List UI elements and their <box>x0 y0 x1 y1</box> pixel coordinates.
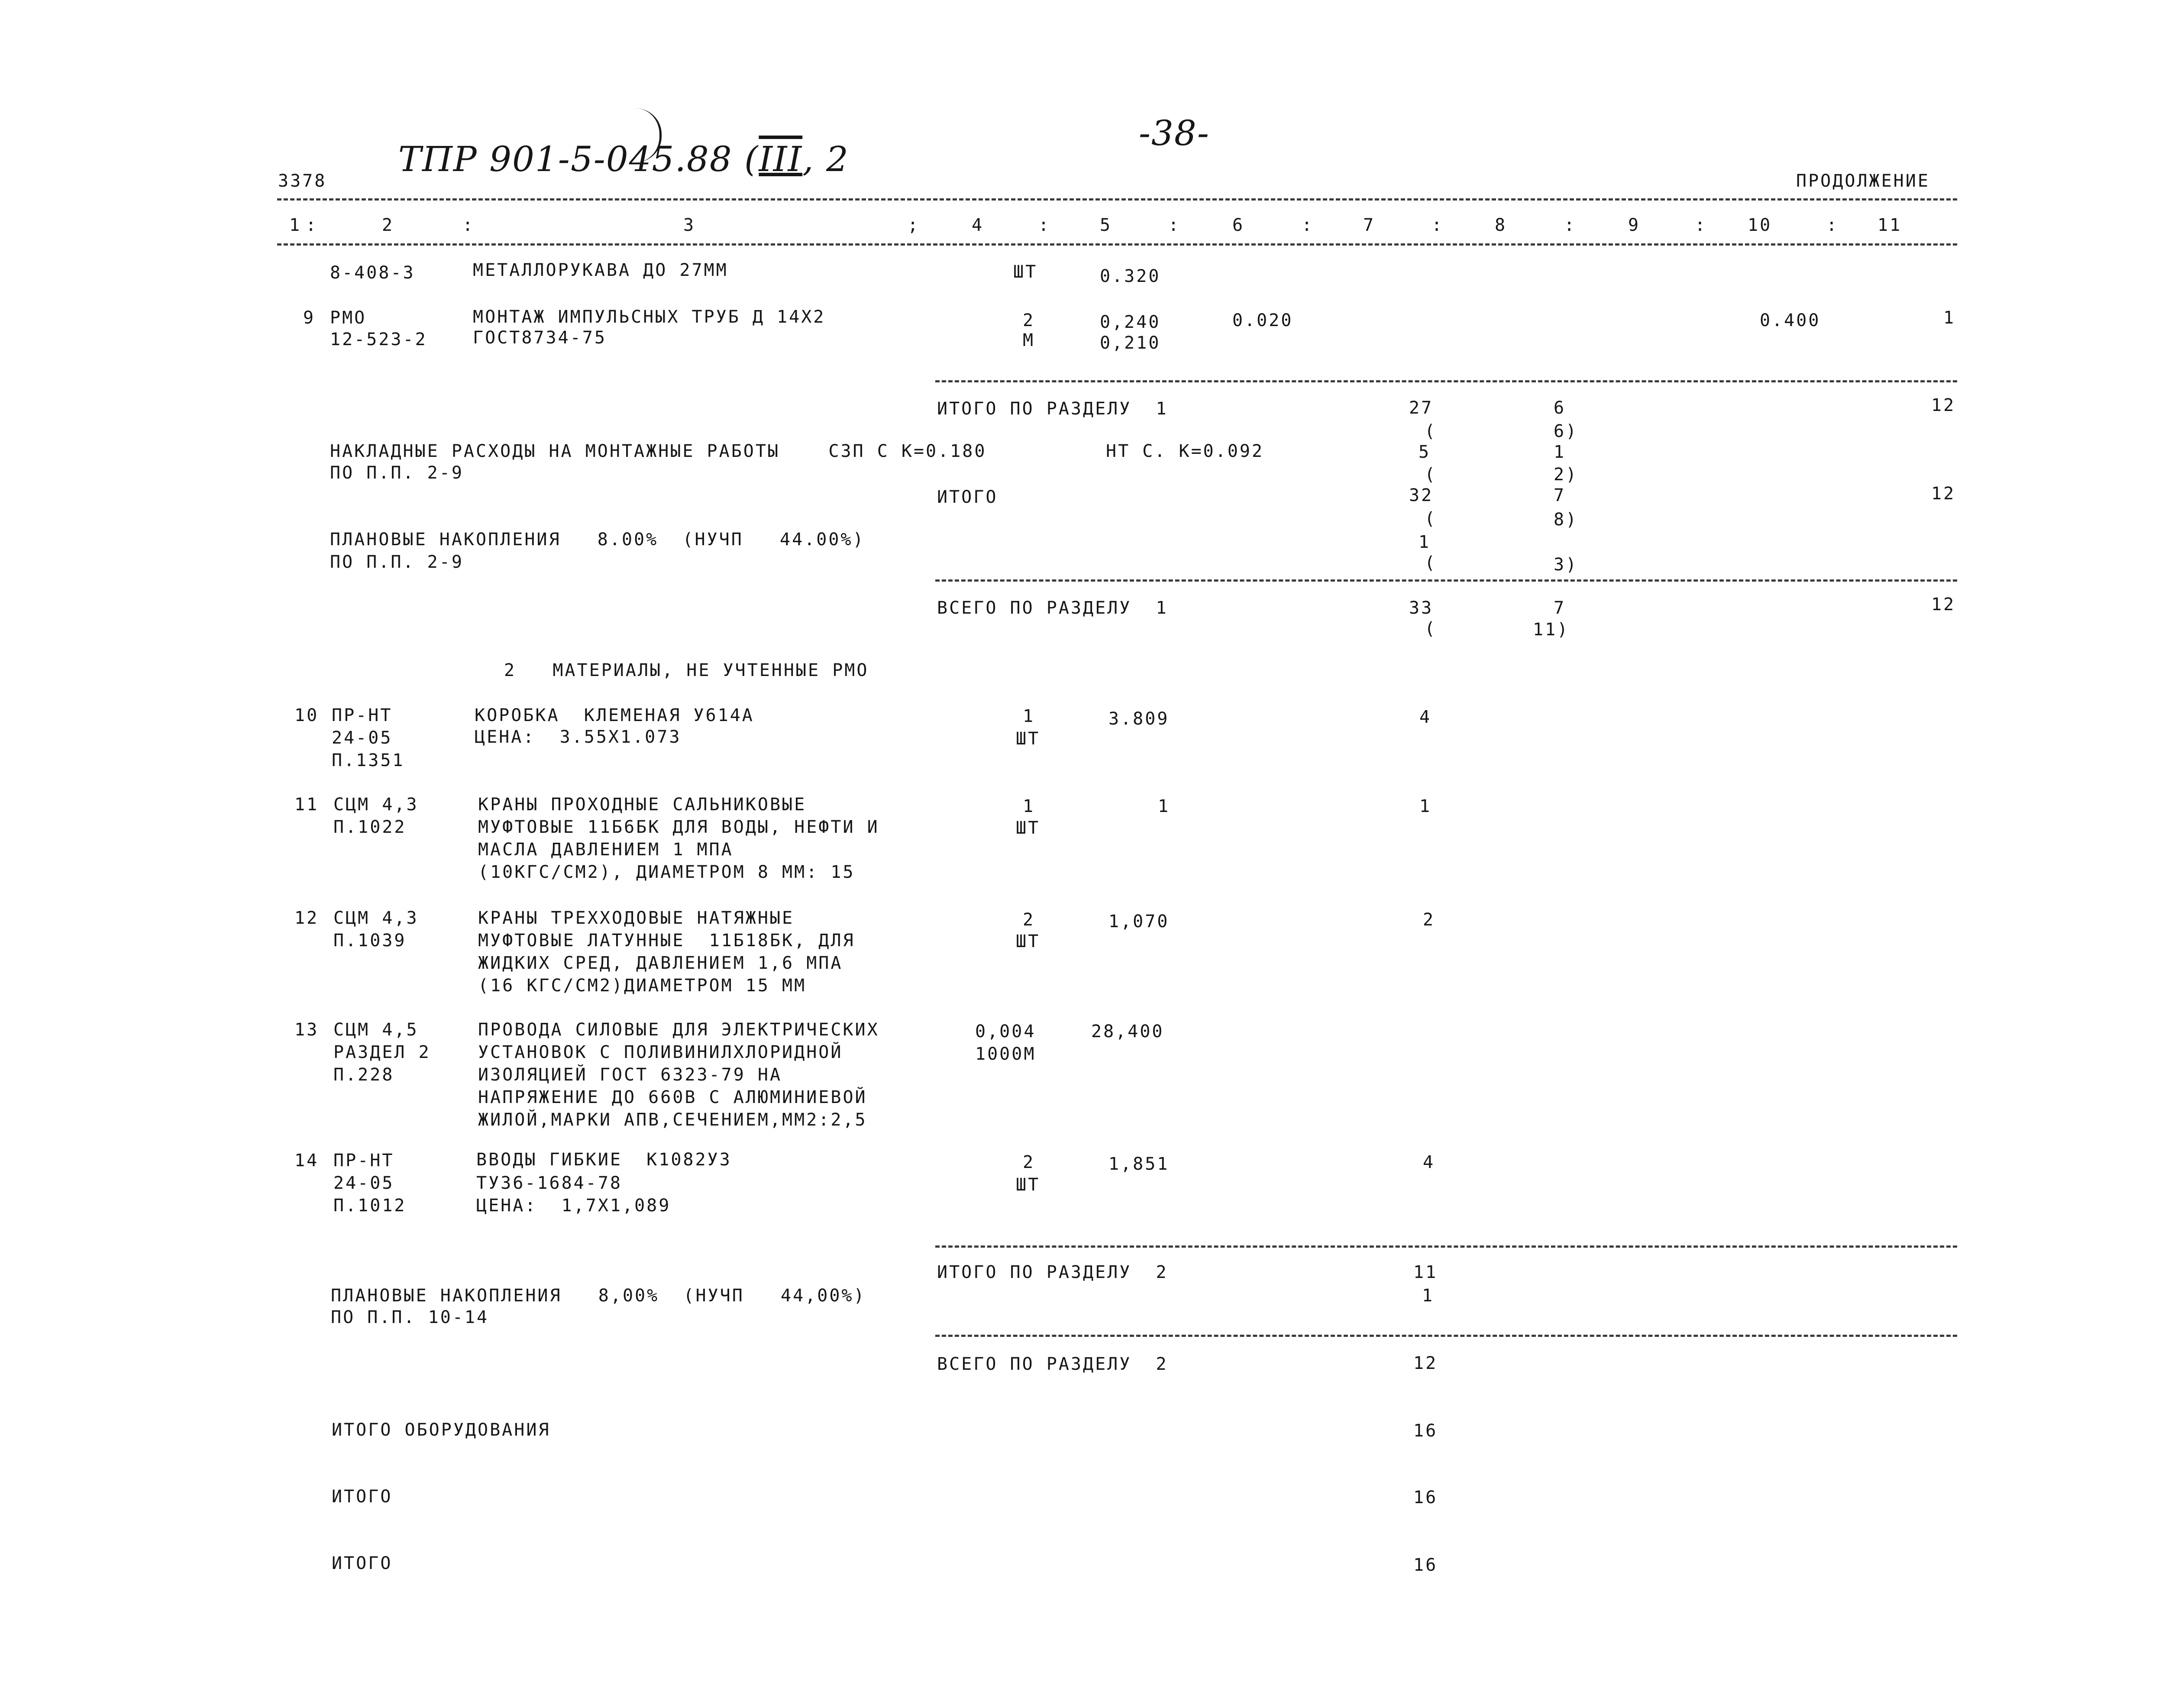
row-name: ПРОВОДА СИЛОВЫЕ ДЛЯ ЭЛЕКТРИЧЕСКИХ <box>478 1020 879 1040</box>
row-name: МУФТОВЫЕ ЛАТУННЫЕ 11Б18БК, ДЛЯ <box>478 931 855 951</box>
document-code-roman: III <box>759 139 803 179</box>
total-paren: ( <box>1425 509 1437 529</box>
planned-savings-label-2: ПО П.П. 2-9 <box>330 552 464 572</box>
row-name: ИЗОЛЯЦИЕЙ ГОСТ 6323-79 НА <box>478 1065 782 1085</box>
grand-subtotal-col11: 12 <box>1931 595 1956 615</box>
row-name: МАСЛА ДАВЛЕНИЕМ 1 МПА <box>478 840 734 860</box>
row-code: П.1351 <box>332 750 405 770</box>
planned-savings-col7: 1 <box>1419 532 1431 552</box>
grand-subtotal-col8: 7 <box>1554 598 1566 618</box>
col-7-header: 7 <box>1363 215 1376 235</box>
subtotal-col7: 11 <box>1413 1262 1438 1282</box>
col-sep: : <box>462 215 475 235</box>
grand-subtotal-paren-col8: 11) <box>1533 620 1570 640</box>
col-sep: : <box>306 215 318 235</box>
planned-savings-col7: 1 <box>1422 1286 1435 1306</box>
col-sep: : <box>1038 215 1051 235</box>
total-col7: 16 <box>1413 1555 1438 1575</box>
overhead-nt: НТ С. К=0.092 <box>1106 441 1264 461</box>
row-unit: ШТ <box>1013 262 1038 282</box>
total-label: ИТОГО <box>937 487 998 507</box>
row-code: 12-523-2 <box>330 330 427 349</box>
col-8-header: 8 <box>1495 215 1507 235</box>
subtotal-rule <box>935 1245 1957 1248</box>
row-name: КРАНЫ ТРЕХХОДОВЫЕ НАТЯЖНЫЕ <box>478 908 795 928</box>
row-unit: ШТ <box>1016 932 1040 951</box>
row-qty: 2 <box>1023 311 1035 330</box>
overhead-paren-col8: 2) <box>1554 465 1578 485</box>
subtotal-label: ИТОГО ПО РАЗДЕЛУ 1 <box>937 399 1168 419</box>
row-col5: 0,240 <box>1100 312 1161 332</box>
row-col5: 1,851 <box>1108 1154 1170 1174</box>
total-label: ИТОГО <box>332 1487 393 1507</box>
total-label: ИТОГО <box>332 1553 393 1573</box>
subtotal-col8: 6 <box>1554 398 1566 418</box>
row-col5: 0,210 <box>1100 333 1161 353</box>
row-unit: 1000М <box>975 1044 1036 1064</box>
row-qty: 1 <box>1023 796 1035 816</box>
document-code <box>351 107 849 211</box>
row-name: ЖИЛОЙ,МАРКИ АПВ,СЕЧЕНИЕМ,ММ2:2,5 <box>478 1110 867 1130</box>
row-number: 14 <box>294 1151 319 1171</box>
total-col7: 32 <box>1409 485 1434 505</box>
col-6-header: 6 <box>1232 215 1245 235</box>
row-name: ЦЕНА: 3.55Х1.073 <box>475 727 682 747</box>
col-1-header: 1 <box>289 215 302 235</box>
row-unit: ШТ <box>1016 729 1040 749</box>
row-name: ТУ36-1684-78 <box>476 1173 622 1193</box>
row-number: 12 <box>294 908 319 928</box>
col-sep: : <box>1168 215 1181 235</box>
sheet-id: 3378 <box>278 171 327 191</box>
section-heading: 2 МАТЕРИАЛЫ, НЕ УЧТЕННЫЕ РМО <box>504 660 869 680</box>
col-sep: : <box>1826 215 1839 235</box>
row-name: УСТАНОВОК С ПОЛИВИНИЛХЛОРИДНОЙ <box>478 1042 843 1062</box>
row-qty: 1 <box>1023 706 1035 726</box>
row-name: КРАНЫ ПРОХОДНЫЕ САЛЬНИКОВЫЕ <box>478 795 807 815</box>
header-rule-bottom <box>277 243 1957 246</box>
equipment-total-label: ИТОГО ОБОРУДОВАНИЯ <box>332 1420 551 1440</box>
row-code: ПР-НТ <box>333 1151 394 1171</box>
row-code: 8-408-3 <box>330 263 415 283</box>
row-name: НАПРЯЖЕНИЕ ДО 660В С АЛЮМИНИЕВОЙ <box>478 1087 867 1107</box>
row-code: СЦМ 4,3 <box>333 908 419 928</box>
row-col5: 3.809 <box>1108 709 1170 729</box>
row-code: П.228 <box>333 1065 394 1085</box>
planned-savings-paren-col8: 3) <box>1554 555 1578 575</box>
overhead-label-2: ПО П.П. 2-9 <box>330 463 464 483</box>
total-paren-col8: 8) <box>1554 510 1578 530</box>
overhead-col7: 5 <box>1419 442 1431 462</box>
col-4-header: 4 <box>972 215 984 235</box>
row-col7: 4 <box>1423 1152 1435 1172</box>
row-col6: 0.020 <box>1232 311 1293 330</box>
col-sep: ; <box>908 215 920 235</box>
row-code: ПР-НТ <box>332 705 393 725</box>
row-name: МОНТАЖ ИМПУЛЬСНЫХ ТРУБ Д 14Х2 <box>473 307 826 327</box>
row-unit: ШТ <box>1016 1175 1040 1195</box>
col-10-header: 10 <box>1748 215 1772 235</box>
row-name: МУФТОВЫЕ 11Б6БК ДЛЯ ВОДЫ, НЕФТИ И <box>478 817 879 837</box>
row-col10: 0.400 <box>1760 311 1821 330</box>
subtotal-rule <box>935 579 1957 582</box>
row-number: 9 <box>303 308 316 328</box>
row-qty: 2 <box>1023 910 1035 930</box>
col-11-header: 11 <box>1877 215 1902 235</box>
planned-savings-label: ПЛАНОВЫЕ НАКОПЛЕНИЯ 8.00% (НУЧП 44.00%) <box>330 530 865 550</box>
row-code: РАЗДЕЛ 2 <box>333 1042 431 1062</box>
row-qty: 2 <box>1023 1152 1035 1172</box>
subtotal-col11: 12 <box>1931 395 1956 415</box>
subtotal-col7: 27 <box>1409 398 1434 418</box>
col-9-header: 9 <box>1628 215 1641 235</box>
row-number: 13 <box>294 1020 319 1040</box>
row-code: П.1039 <box>333 931 407 951</box>
continuation-label: ПРОДОЛЖЕНИЕ <box>1796 171 1930 191</box>
row-code: 24-05 <box>333 1173 394 1193</box>
row-col5: 28,400 <box>1091 1022 1164 1042</box>
subtotal-rule <box>935 380 1957 382</box>
row-qty: 0,004 <box>975 1022 1036 1042</box>
page-number: -38- <box>1139 113 1210 153</box>
overhead-col8: 1 <box>1554 442 1566 462</box>
planned-savings-label: ПЛАНОВЫЕ НАКОПЛЕНИЯ 8,00% (НУЧП 44,00%) <box>331 1286 866 1306</box>
grand-subtotal-paren: ( <box>1425 619 1437 639</box>
row-name: (16 КГС/СМ2)ДИАМЕТРОМ 15 ММ <box>478 976 807 996</box>
row-col7: 2 <box>1423 910 1435 930</box>
col-3-header: 3 <box>683 215 696 235</box>
row-name: (10КГС/СМ2), ДИАМЕТРОМ 8 ММ: 15 <box>478 862 855 882</box>
row-number: 10 <box>294 705 319 725</box>
total-col8: 7 <box>1554 485 1566 505</box>
grand-subtotal-col7: 33 <box>1409 598 1434 618</box>
equipment-total-col7: 16 <box>1413 1421 1438 1441</box>
grand-subtotal-label: ВСЕГО ПО РАЗДЕЛУ 1 <box>937 598 1168 618</box>
row-name: ЦЕНА: 1,7Х1,089 <box>476 1196 671 1216</box>
row-name: ВВОДЫ ГИБКИЕ К1082У3 <box>476 1150 732 1170</box>
row-unit: ШТ <box>1016 818 1040 838</box>
row-code: П.1012 <box>333 1196 407 1216</box>
col-5-header: 5 <box>1100 215 1112 235</box>
planned-savings-label-2: ПО П.П. 10-14 <box>331 1307 489 1327</box>
row-col5: 0.320 <box>1100 266 1161 286</box>
row-col11: 1 <box>1943 308 1956 328</box>
row-code: СЦМ 4,5 <box>333 1020 419 1040</box>
col-sep: : <box>1695 215 1707 235</box>
col-sep: : <box>1564 215 1577 235</box>
row-col5: 1 <box>1158 796 1170 816</box>
row-code: РМО <box>330 308 367 328</box>
row-name: ГОСТ8734-75 <box>473 328 607 348</box>
col-sep: : <box>1302 215 1314 235</box>
overhead-paren: ( <box>1425 465 1437 485</box>
row-code: П.1022 <box>333 817 407 837</box>
col-2-header: 2 <box>382 215 394 235</box>
document-code-tail: , 2 <box>802 139 849 179</box>
planned-savings-paren: ( <box>1425 553 1437 573</box>
grand-subtotal-label: ВСЕГО ПО РАЗДЕЛУ 2 <box>937 1354 1168 1374</box>
row-unit: М <box>1023 330 1035 350</box>
row-name: МЕТАЛЛОРУКАВА ДО 27ММ <box>473 260 728 280</box>
row-number: 11 <box>294 795 319 815</box>
grand-subtotal-col7: 12 <box>1413 1353 1438 1373</box>
total-col7: 16 <box>1413 1488 1438 1507</box>
row-name: ЖИДКИХ СРЕД, ДАВЛЕНИЕМ 1,6 МПА <box>478 953 843 973</box>
header-rule-top <box>277 198 1957 201</box>
subtotal-paren: ( <box>1425 421 1437 441</box>
col-sep: : <box>1431 215 1444 235</box>
document-code-main: ТПР 901-5-045.88 ( <box>398 139 759 179</box>
row-col7: 4 <box>1419 707 1432 727</box>
total-col11: 12 <box>1931 484 1956 504</box>
row-code: 24-05 <box>332 728 393 748</box>
overhead-label: НАКЛАДНЫЕ РАСХОДЫ НА МОНТАЖНЫЕ РАБОТЫ СЗП С К=0.180 <box>330 441 987 461</box>
subtotal-rule <box>935 1335 1957 1337</box>
row-code: СЦМ 4,3 <box>333 795 419 815</box>
row-col5: 1,070 <box>1108 912 1170 932</box>
row-name: КОРОБКА КЛЕМЕНАЯ У614А <box>475 705 754 725</box>
subtotal-paren-col8: 6) <box>1554 421 1578 441</box>
subtotal-label: ИТОГО ПО РАЗДЕЛУ 2 <box>937 1262 1168 1282</box>
row-col7: 1 <box>1419 796 1432 816</box>
